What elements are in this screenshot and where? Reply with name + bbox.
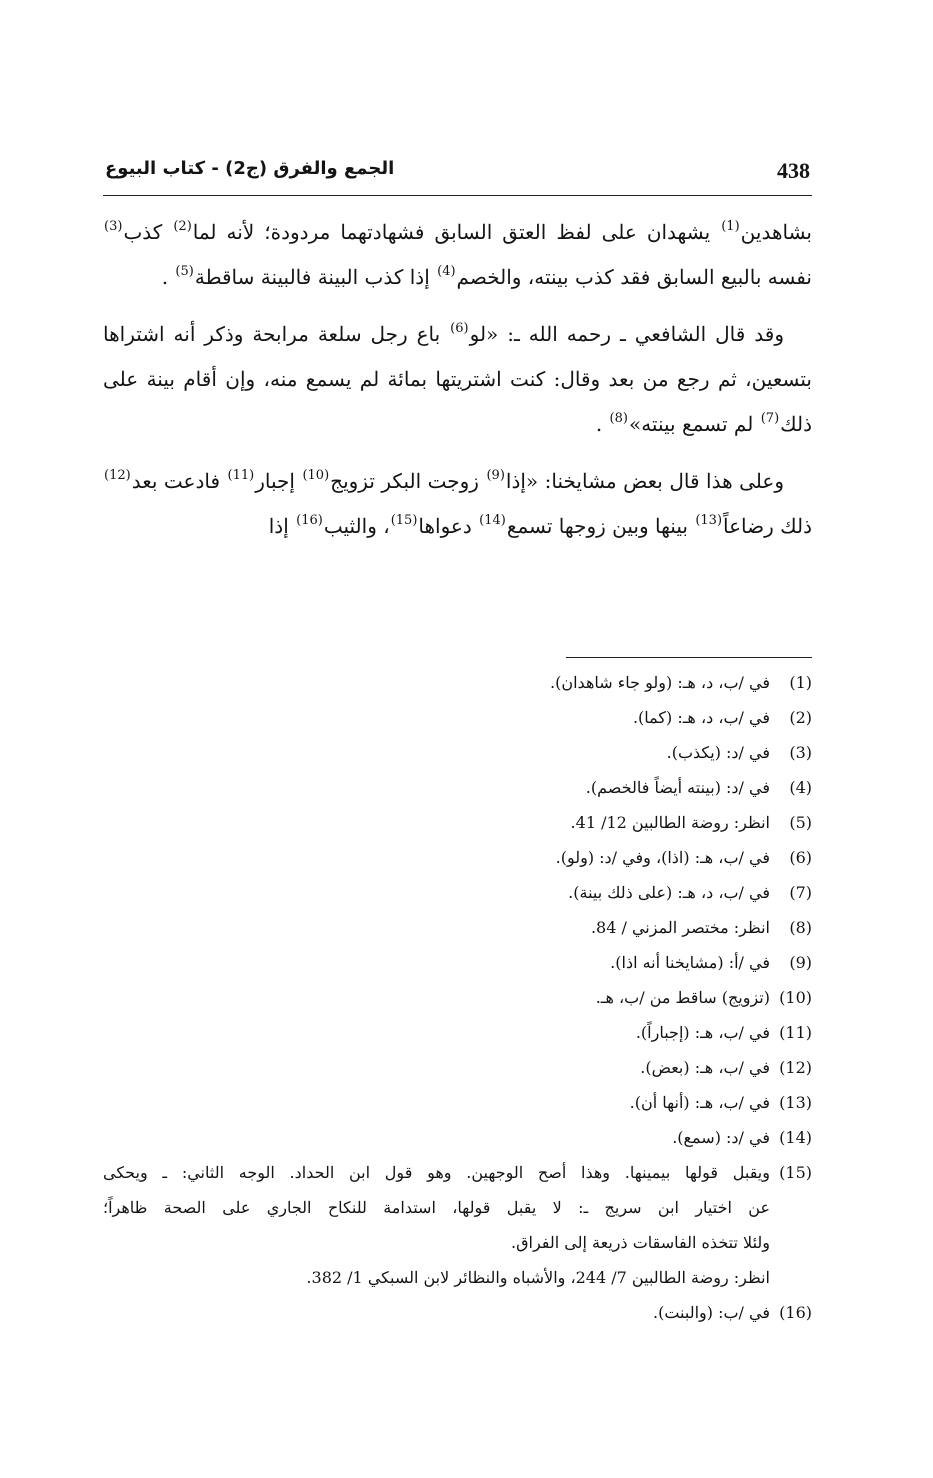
footnote-number: (11) — [779, 1023, 812, 1042]
footnote-number: (1) — [789, 673, 812, 692]
text-segment: زوجت البكر تزويج — [330, 469, 486, 493]
footnote-1 — [103, 665, 812, 700]
text-segment: بينها وبين زوجها تسمع — [506, 514, 695, 538]
footnote-9 — [103, 945, 812, 980]
footnote-ref[interactable]: (1) — [721, 219, 740, 234]
footnote-number: (16) — [779, 1303, 812, 1322]
footnote-ref[interactable]: (12) — [104, 468, 131, 483]
footnote-4 — [103, 770, 812, 805]
footnote-text: في /ب، هـ: (أنها أن). — [629, 1093, 770, 1112]
footnote-number: (3) — [789, 743, 812, 762]
header-divider — [103, 195, 812, 196]
footnote-ref[interactable]: (7) — [760, 411, 780, 426]
footnote-14 — [103, 1120, 812, 1155]
footnote-number: (9) — [789, 953, 812, 972]
footnote-2 — [103, 700, 812, 735]
text-segment: فادعت بعد — [131, 469, 227, 493]
footnote-ref[interactable]: (15) — [390, 513, 418, 528]
footnote-line: ولئلا تتخذه الفاسقات ذريعة إلى الفراق. — [511, 1233, 770, 1252]
footnote-text: في /د: (سمع). — [672, 1128, 770, 1147]
footnote-text: في /ب، هـ: (إجباراً). — [635, 1023, 770, 1042]
text-segment: لم تسمع بينته» — [628, 412, 760, 436]
text-segment: إذا كذب البينة فالبينة ساقطة — [194, 265, 437, 289]
text-segment: وقد قال الشافعي ـ رحمه الله ـ: «لو — [469, 322, 784, 346]
footnote-divider — [566, 657, 812, 658]
footnote-ref[interactable]: (13) — [695, 513, 723, 528]
footnote-text: في /ب: (والبنت). — [653, 1303, 770, 1322]
footnote-3 — [103, 735, 812, 770]
footnote-16 — [103, 1295, 812, 1330]
paragraph-1 — [103, 210, 812, 300]
footnote-5 — [103, 805, 812, 840]
footnote-ref[interactable]: (9) — [486, 468, 505, 483]
text-segment: يشهدان على لفظ العتق السابق فشهادتهما مردودة؛ لأنه لما — [192, 220, 721, 244]
footnote-text: في /ب، هـ: (اذا)، وفي /د: (ولو). — [555, 848, 770, 867]
paragraph-3 — [103, 459, 812, 549]
text-segment: ، والثيب — [323, 514, 390, 538]
footnote-number: (14) — [779, 1128, 812, 1147]
footnote-6 — [103, 840, 812, 875]
footnote-ref[interactable]: (8) — [609, 411, 628, 426]
footnote-ref[interactable]: (14) — [479, 513, 506, 528]
footnote-ref[interactable]: (4) — [437, 264, 456, 279]
text-segment: دعواها — [418, 514, 479, 538]
paragraph-2 — [103, 312, 812, 447]
text-segment: كذب — [123, 220, 173, 244]
footnote-number: (7) — [789, 883, 812, 902]
footnote-ref[interactable]: (11) — [227, 468, 255, 483]
footnote-number: (13) — [779, 1093, 812, 1112]
footnote-number: (10) — [779, 988, 812, 1007]
text-segment: . — [161, 265, 175, 289]
text-segment: إذا — [268, 514, 296, 538]
footnote-ref[interactable]: (10) — [302, 468, 330, 483]
footnote-ref[interactable]: (5) — [175, 264, 194, 279]
footnote-text: انظر: مختصر المزني / 84. — [590, 918, 770, 937]
footnote-line: انظر: روضة الطالبين 7/ 244، والأشباه والنظائر لابن السبكي 1/ 382. — [306, 1268, 770, 1287]
footnote-ref[interactable]: (2) — [173, 219, 192, 234]
text-segment: نفسه بالبيع السابق فقد كذب بينته، والخصم — [456, 265, 812, 289]
footnote-text: (تزويج) ساقط من /ب، هـ. — [595, 988, 770, 1007]
footnote-15 — [103, 1155, 812, 1295]
footnote-line: ويقبل قولها بيمينها. وهذا أصح الوجهين. وهو قول ابن الحداد. الوجه الثاني: ـ ويحكى — [103, 1163, 770, 1182]
footnote-ref[interactable]: (6) — [450, 321, 469, 336]
footnote-text: في /أ: (مشايخنا أنه اذا). — [610, 953, 770, 972]
footnote-text: في /ب، د، هـ: (كما). — [632, 708, 770, 727]
footnote-11 — [103, 1015, 812, 1050]
text-segment: وعلى هذا قال بعض مشايخنا: «إذا — [505, 469, 785, 493]
footnote-text: انظر: روضة الطالبين 12/ 41. — [570, 813, 770, 832]
footnote-number: (4) — [789, 778, 812, 797]
text-segment: . — [595, 412, 609, 436]
footnote-line: عن اختيار ابن سريج ـ: لا يقبل قولها، استدامة للنكاح الجاري على الصحة ظاهراً؛ — [103, 1198, 770, 1217]
main-text — [103, 210, 812, 561]
footnote-text: في /ب، د، هـ: (ولو جاء شاهدان). — [550, 673, 770, 692]
text-segment: بشاهدين — [740, 220, 812, 244]
footnote-text: في /ب، هـ: (بعض). — [640, 1058, 770, 1077]
footnote-text: في /د: (بينته أيضاً فالخصم). — [585, 778, 770, 797]
footnote-12 — [103, 1050, 812, 1085]
footnote-text — [103, 1155, 770, 1295]
footnote-number: (5) — [789, 813, 812, 832]
footnote-8 — [103, 910, 812, 945]
footnote-number: (15) — [779, 1163, 812, 1182]
footnote-number: (8) — [789, 918, 812, 937]
footnote-number: (12) — [779, 1058, 812, 1077]
footnotes — [103, 665, 812, 1330]
footnote-7 — [103, 875, 812, 910]
footnote-ref[interactable]: (3) — [104, 219, 123, 234]
footnote-text: في /ب، د، هـ: (على ذلك بينة). — [568, 883, 770, 902]
text-segment: ذلك رضاعاً — [723, 514, 812, 538]
footnote-ref[interactable]: (16) — [296, 513, 323, 528]
text-segment: إجبار — [255, 469, 302, 493]
footnote-text: في /د: (يكذب). — [666, 743, 770, 762]
page-number: 438 — [777, 158, 810, 183]
footnote-13 — [103, 1085, 812, 1120]
running-title: الجمع والفرق (ج2) - كتاب البيوع — [105, 158, 395, 179]
footnote-10 — [103, 980, 812, 1015]
text-segment: باع رجل سلعة مرابحة وذكر أنه اشتراها بتسعين، ثم رجع من بعد وقال: كنت اشتريتها بمائة لم يسمع منه، وإن أقام بينة على ذلك — [103, 322, 812, 436]
footnote-number: (6) — [789, 848, 812, 867]
footnote-number: (2) — [789, 708, 812, 727]
